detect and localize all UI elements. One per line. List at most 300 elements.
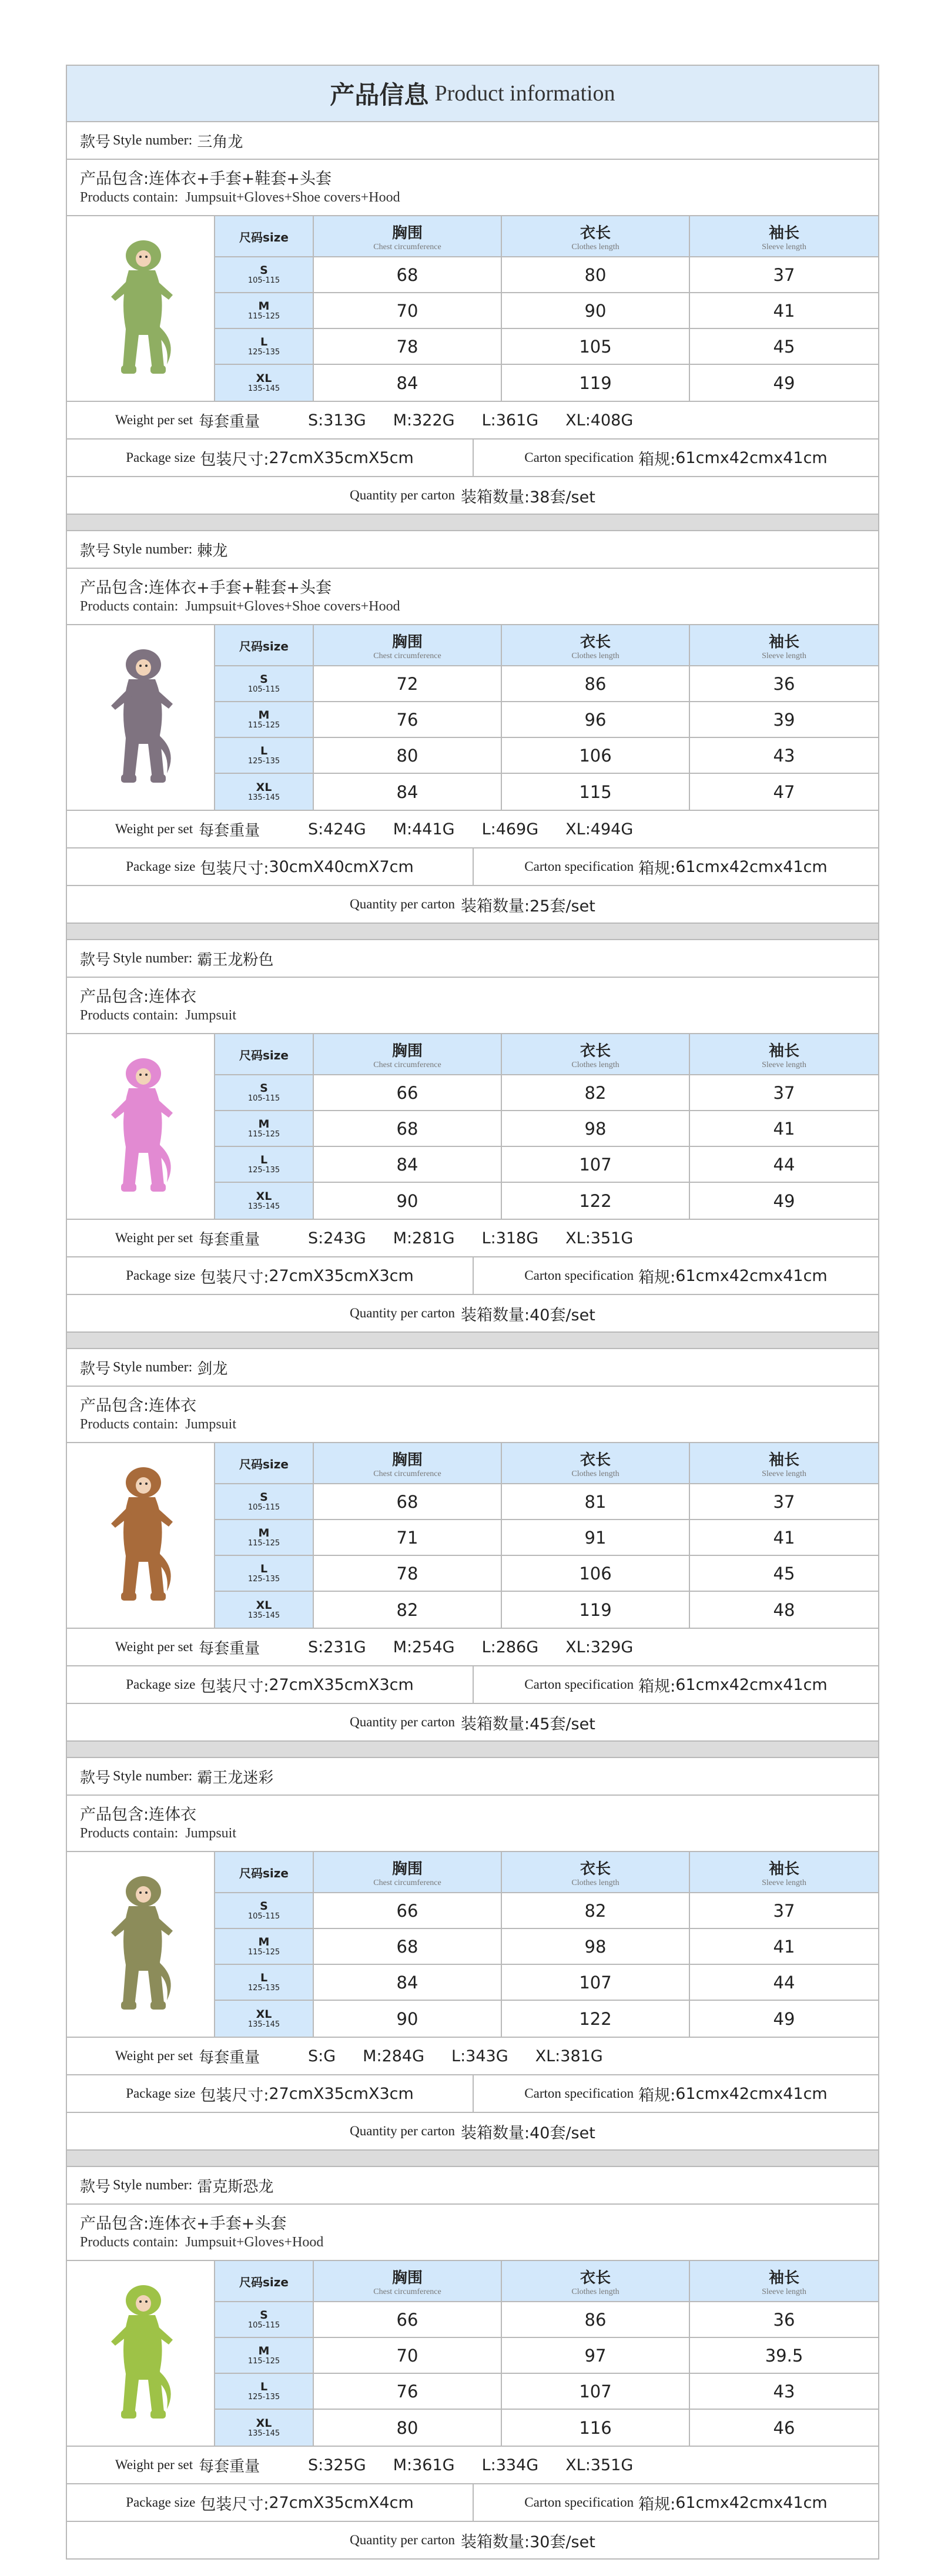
dinosaur-costume-icon — [96, 229, 185, 388]
chest-header-cell — [314, 1443, 502, 1484]
size-range: 135-145 — [247, 1202, 280, 1211]
size-header: 尺码size — [239, 1866, 289, 1880]
length-header-en: Clothes length — [571, 651, 619, 660]
chest-value-cell — [314, 1111, 502, 1147]
package-label-cn: 包装尺寸: — [200, 2495, 269, 2514]
size-header-cell — [215, 1852, 314, 1893]
product-photo — [67, 625, 215, 810]
size-code: S — [260, 672, 268, 686]
weight-value: L:361G — [481, 411, 539, 430]
chest-value-cell — [314, 257, 502, 293]
weight-label-en: Weight per set — [115, 412, 193, 427]
sleeve-value: 41 — [773, 1527, 795, 1548]
sleeve-header-en: Sleeve length — [762, 1469, 806, 1478]
length-header-en: Clothes length — [571, 1469, 619, 1478]
style-value: 剑龙 — [197, 1360, 228, 1378]
weight-row — [67, 811, 878, 848]
package-row — [67, 440, 878, 477]
sleeve-value-cell — [690, 1484, 878, 1520]
style-label-en: Style number: — [113, 1768, 193, 1784]
length-value-cell — [502, 1075, 690, 1111]
size-code: S — [260, 2308, 268, 2322]
sleeve-header-en: Sleeve length — [762, 1060, 806, 1069]
sleeve-value-cell — [690, 1183, 878, 1219]
package-size-cell — [67, 1257, 474, 1294]
contain-value-en: Jumpsuit+Gloves+Shoe covers+Hood — [185, 190, 400, 205]
style-number-row — [67, 531, 878, 569]
sleeve-value-cell — [690, 257, 878, 293]
sleeve-value-cell — [690, 1592, 878, 1628]
size-table — [215, 1443, 878, 1628]
dinosaur-costume-icon — [96, 2274, 185, 2433]
weight-row — [67, 402, 878, 440]
sleeve-header-en: Sleeve length — [762, 242, 806, 251]
size-chart-block — [67, 625, 878, 811]
size-chart-block — [67, 1852, 878, 2038]
chest-value: 72 — [396, 673, 418, 694]
quantity-row — [67, 1704, 878, 1740]
size-code: L — [260, 1971, 268, 1984]
length-header-cell — [502, 2261, 690, 2302]
carton-spec-cell — [474, 2075, 878, 2112]
product-photo — [67, 1852, 215, 2037]
weight-value: S:424G — [308, 820, 366, 838]
length-value: 98 — [584, 1118, 607, 1139]
sleeve-value: 44 — [773, 1154, 795, 1175]
weight-value: S:313G — [308, 411, 366, 430]
package-label-cn: 包装尺寸: — [200, 450, 269, 469]
length-value: 122 — [579, 1190, 612, 1211]
chest-header-cn: 胸围 — [391, 1042, 423, 1060]
package-label-cn: 包装尺寸: — [200, 2086, 269, 2105]
contain-value-en: Jumpsuit+Gloves+Hood — [185, 2235, 324, 2250]
chest-value: 78 — [396, 1563, 418, 1584]
package-row — [67, 2484, 878, 2522]
contain-value-cn: 连体衣 — [149, 988, 197, 1006]
size-range: 105-115 — [247, 1911, 280, 1921]
chest-value: 84 — [396, 1972, 418, 1993]
length-value-cell — [502, 1484, 690, 1520]
length-value-cell — [502, 1965, 690, 2001]
style-label-cn: 款号 — [80, 951, 111, 969]
sleeve-value: 41 — [773, 1118, 795, 1139]
chest-value-cell — [314, 666, 502, 702]
length-value: 98 — [584, 1936, 607, 1957]
product-section — [67, 122, 878, 514]
quantity-row — [67, 477, 878, 514]
style-number-row — [67, 1349, 878, 1387]
contain-value-cn: 连体衣 — [149, 1806, 197, 1824]
weight-label-cn: 每套重量 — [199, 821, 260, 840]
contain-value-cn: 连体衣+手套+头套 — [149, 2215, 287, 2233]
section-separator — [67, 923, 878, 940]
length-value-cell — [502, 329, 690, 365]
sleeve-value-cell — [690, 365, 878, 401]
package-size-cell — [67, 440, 474, 476]
size-header-cell — [215, 216, 314, 257]
size-header: 尺码size — [239, 1048, 289, 1062]
size-cell — [215, 1592, 314, 1628]
length-value-cell — [502, 1183, 690, 1219]
chest-value-cell — [314, 1147, 502, 1183]
size-range: 105-115 — [247, 685, 280, 694]
sleeve-value: 39.5 — [765, 2345, 803, 2366]
carton-label-en: Carton specification — [524, 2086, 634, 2101]
style-value: 霸王龙粉色 — [197, 951, 274, 969]
chest-value: 68 — [396, 1491, 418, 1512]
length-value-cell — [502, 774, 690, 810]
carton-spec-cell — [474, 1666, 878, 1703]
qty-label-en: Quantity per carton — [350, 2124, 455, 2138]
style-label-en: Style number: — [113, 132, 193, 148]
qty-value: 45套/set — [530, 1715, 595, 1733]
length-value: 107 — [579, 2381, 612, 2401]
size-code: XL — [256, 2416, 272, 2430]
carton-value: 61cmx42cmx41cm — [675, 1675, 828, 1694]
weight-value: M:254G — [393, 1638, 455, 1656]
chest-value-cell — [314, 1075, 502, 1111]
length-value-cell — [502, 293, 690, 329]
size-code: M — [258, 2344, 270, 2357]
package-label-en: Package size — [126, 1268, 196, 1283]
style-label-en: Style number: — [113, 1359, 193, 1375]
weight-value: M:281G — [393, 1229, 455, 1247]
carton-spec-cell — [474, 848, 878, 885]
chest-header-en: Chest circumference — [373, 2287, 441, 2296]
style-value: 三角龙 — [197, 133, 243, 151]
size-cell — [215, 257, 314, 293]
carton-label-cn: 箱规: — [638, 1268, 676, 1287]
sleeve-header-cn: 袖长 — [768, 2269, 799, 2287]
chest-value: 76 — [396, 709, 418, 730]
size-header-cell — [215, 1443, 314, 1484]
size-code: L — [260, 2380, 268, 2393]
size-range: 115-125 — [247, 311, 280, 321]
contents-row — [67, 160, 878, 216]
length-value-cell — [502, 1556, 690, 1592]
size-code: M — [258, 1117, 270, 1131]
length-value-cell — [502, 1893, 690, 1929]
sleeve-value-cell — [690, 774, 878, 810]
size-code: M — [258, 1935, 270, 1948]
sleeve-header-cn: 袖长 — [768, 1451, 799, 1469]
weight-value: M:441G — [393, 820, 455, 838]
package-size-cell — [67, 848, 474, 885]
length-value: 97 — [584, 2345, 607, 2366]
qty-label-cn: 装箱数量: — [461, 897, 530, 915]
carton-value: 61cmx42cmx41cm — [675, 448, 828, 467]
sleeve-header-cn: 袖长 — [768, 224, 799, 242]
sleeve-value-cell — [690, 1075, 878, 1111]
size-chart-block — [67, 2261, 878, 2447]
length-header-cell — [502, 625, 690, 666]
chest-value-cell — [314, 1592, 502, 1628]
carton-label-en: Carton specification — [524, 1268, 634, 1283]
weight-values — [308, 2447, 878, 2483]
sleeve-value-cell — [690, 666, 878, 702]
length-value-cell — [502, 1520, 690, 1556]
weight-row — [67, 1629, 878, 1666]
sleeve-value: 37 — [773, 1900, 795, 1921]
contain-label-en: Products contain: — [80, 599, 179, 614]
weight-label-en: Weight per set — [115, 821, 193, 836]
contain-value-cn: 连体衣+手套+鞋套+头套 — [149, 579, 331, 597]
qty-label-cn: 装箱数量: — [461, 2124, 530, 2142]
size-header: 尺码size — [239, 230, 289, 244]
weight-row — [67, 2038, 878, 2075]
sleeve-header-en: Sleeve length — [762, 2287, 806, 2296]
weight-row — [67, 1220, 878, 1257]
sleeve-header-en: Sleeve length — [762, 1878, 806, 1887]
size-code: L — [260, 744, 268, 757]
style-number-row — [67, 1758, 878, 1796]
weight-value: L:286G — [481, 1638, 539, 1656]
length-value: 115 — [579, 781, 612, 802]
size-cell — [215, 2410, 314, 2446]
size-range: 115-125 — [247, 720, 280, 730]
length-value-cell — [502, 365, 690, 401]
chest-value: 80 — [396, 2417, 418, 2438]
length-value-cell — [502, 1592, 690, 1628]
sleeve-value: 44 — [773, 1972, 795, 1993]
chest-header-cn: 胸围 — [391, 1451, 423, 1469]
package-size-cell — [67, 2075, 474, 2112]
size-code: S — [260, 1490, 268, 1504]
length-header-cn: 衣长 — [580, 2269, 611, 2287]
weight-value: S:243G — [308, 1229, 366, 1247]
qty-label-cn: 装箱数量: — [461, 488, 530, 507]
size-cell — [215, 2338, 314, 2374]
size-header: 尺码size — [239, 2275, 289, 2289]
size-range: 115-125 — [247, 1129, 280, 1139]
size-cell — [215, 738, 314, 774]
package-label-cn: 包装尺寸: — [200, 1268, 269, 1287]
carton-label-en: Carton specification — [524, 859, 634, 874]
size-range: 125-135 — [247, 1983, 280, 1993]
size-cell — [215, 1929, 314, 1965]
sleeve-value-cell — [690, 1556, 878, 1592]
carton-spec-cell — [474, 440, 878, 476]
chest-header-en: Chest circumference — [373, 1878, 441, 1887]
size-range: 105-115 — [247, 2320, 280, 2330]
sleeve-value: 36 — [773, 673, 795, 694]
size-range: 135-145 — [247, 384, 280, 393]
chest-header-en: Chest circumference — [373, 651, 441, 660]
carton-label-en: Carton specification — [524, 1677, 634, 1692]
package-value: 27cmX35cmX5cm — [269, 448, 414, 467]
style-label-cn: 款号 — [80, 2178, 111, 2196]
length-header-cell — [502, 1852, 690, 1893]
product-list — [67, 122, 878, 2558]
weight-value: S:G — [308, 2047, 336, 2065]
size-chart-block — [67, 1443, 878, 1629]
contents-row — [67, 1387, 878, 1443]
weight-value: XL:351G — [565, 1229, 634, 1247]
length-header-cn: 衣长 — [580, 633, 611, 651]
sleeve-value: 47 — [773, 781, 795, 802]
contain-value-en: Jumpsuit — [185, 1417, 236, 1432]
length-value-cell — [502, 738, 690, 774]
size-cell — [215, 774, 314, 810]
style-label-cn: 款号 — [80, 133, 111, 151]
sleeve-value: 46 — [773, 2417, 795, 2438]
chest-value: 70 — [396, 300, 418, 321]
length-header-cn: 衣长 — [580, 1451, 611, 1469]
carton-value: 61cmx42cmx41cm — [675, 2084, 828, 2103]
contents-row — [67, 569, 878, 625]
chest-header-cell — [314, 216, 502, 257]
weight-value: L:334G — [481, 2456, 539, 2474]
size-code: L — [260, 1562, 268, 1575]
length-value: 86 — [584, 2309, 607, 2330]
sleeve-header-en: Sleeve length — [762, 651, 806, 660]
size-header: 尺码size — [239, 1457, 289, 1471]
package-label-en: Package size — [126, 1677, 196, 1692]
chest-value: 90 — [396, 1190, 418, 1211]
weight-value: XL:381G — [535, 2047, 603, 2065]
package-label-cn: 包装尺寸: — [200, 859, 269, 878]
sleeve-value: 37 — [773, 1082, 795, 1103]
sleeve-value: 36 — [773, 2309, 795, 2330]
chest-header-en: Chest circumference — [373, 1060, 441, 1069]
weight-label-cn: 每套重量 — [199, 2457, 260, 2476]
contain-label-cn: 产品包含: — [80, 1806, 149, 1824]
size-range: 125-135 — [247, 1165, 280, 1175]
chest-header-cn: 胸围 — [391, 2269, 423, 2287]
length-header-cell — [502, 1443, 690, 1484]
title-cn: 产品信息 — [330, 80, 429, 109]
sleeve-value: 49 — [773, 2008, 795, 2029]
chest-header-cell — [314, 1034, 502, 1075]
sleeve-value-cell — [690, 2410, 878, 2446]
size-code: S — [260, 1899, 268, 1913]
chest-header-en: Chest circumference — [373, 1469, 441, 1478]
weight-value: L:469G — [481, 820, 539, 838]
length-value: 116 — [579, 2417, 612, 2438]
size-code: L — [260, 1153, 268, 1166]
weight-value: XL:351G — [565, 2456, 634, 2474]
size-range: 135-145 — [247, 793, 280, 802]
carton-label-cn: 箱规: — [638, 450, 676, 469]
package-label-en: Package size — [126, 450, 196, 465]
chest-value-cell — [314, 2001, 502, 2037]
chest-value-cell — [314, 293, 502, 329]
sleeve-value-cell — [690, 738, 878, 774]
sleeve-header-cn: 袖长 — [768, 633, 799, 651]
chest-value-cell — [314, 329, 502, 365]
contain-label-en: Products contain: — [80, 1008, 179, 1023]
chest-value: 68 — [396, 1936, 418, 1957]
length-value-cell — [502, 666, 690, 702]
title-en: Product information — [434, 81, 615, 106]
size-code: XL — [256, 780, 272, 794]
style-number-row — [67, 940, 878, 978]
qty-value: 25套/set — [530, 897, 595, 915]
sleeve-value-cell — [690, 329, 878, 365]
carton-value: 61cmx42cmx41cm — [675, 857, 828, 876]
length-value: 105 — [579, 336, 612, 357]
quantity-row — [67, 886, 878, 923]
size-range: 105-115 — [247, 1094, 280, 1103]
carton-label-cn: 箱规: — [638, 2495, 676, 2514]
chest-header-cell — [314, 1852, 502, 1893]
length-value: 122 — [579, 2008, 612, 2029]
sleeve-value: 49 — [773, 1190, 795, 1211]
size-header-cell — [215, 625, 314, 666]
sleeve-header-cell — [690, 216, 878, 257]
length-value: 90 — [584, 300, 607, 321]
chest-value: 66 — [396, 2309, 418, 2330]
contain-label-cn: 产品包含: — [80, 579, 149, 597]
package-value: 27cmX35cmX4cm — [269, 2493, 414, 2512]
size-cell — [215, 1556, 314, 1592]
dinosaur-costume-icon — [96, 1047, 185, 1206]
chest-value-cell — [314, 738, 502, 774]
weight-label-cn: 每套重量 — [199, 1639, 260, 1658]
sleeve-header-cell — [690, 1034, 878, 1075]
chest-value-cell — [314, 1520, 502, 1556]
product-photo — [67, 216, 215, 401]
length-value: 106 — [579, 1563, 612, 1584]
chest-value: 84 — [396, 781, 418, 802]
style-label-en: Style number: — [113, 2177, 193, 2193]
size-code: S — [260, 1081, 268, 1095]
contain-label-cn: 产品包含: — [80, 170, 149, 188]
weight-values — [308, 1629, 878, 1665]
contain-value-en: Jumpsuit+Gloves+Shoe covers+Hood — [185, 599, 400, 614]
length-header-en: Clothes length — [571, 242, 619, 251]
sleeve-value: 39 — [773, 709, 795, 730]
weight-values — [308, 811, 878, 847]
chest-header-en: Chest circumference — [373, 242, 441, 251]
quantity-row — [67, 1295, 878, 1331]
size-cell — [215, 1075, 314, 1111]
qty-label-en: Quantity per carton — [350, 1306, 455, 1320]
size-range: 125-135 — [247, 1574, 280, 1584]
chest-value: 80 — [396, 745, 418, 766]
size-cell — [215, 329, 314, 365]
qty-label-en: Quantity per carton — [350, 1715, 455, 1729]
weight-values — [308, 2038, 878, 2074]
length-header-cell — [502, 1034, 690, 1075]
weight-value: XL:329G — [565, 1638, 634, 1656]
size-table — [215, 1852, 878, 2037]
chest-value: 66 — [396, 1082, 418, 1103]
size-range: 125-135 — [247, 756, 280, 766]
size-range: 125-135 — [247, 2392, 280, 2401]
length-value-cell — [502, 257, 690, 293]
chest-value: 70 — [396, 2345, 418, 2366]
size-code: M — [258, 299, 270, 313]
size-range: 135-145 — [247, 1611, 280, 1620]
sleeve-value-cell — [690, 1893, 878, 1929]
package-row — [67, 848, 878, 886]
weight-value: S:231G — [308, 1638, 366, 1656]
size-cell — [215, 702, 314, 738]
qty-value: 38套/set — [530, 488, 595, 507]
length-value-cell — [502, 2302, 690, 2338]
length-header-en: Clothes length — [571, 1060, 619, 1069]
section-separator — [67, 1331, 878, 1349]
size-table — [215, 625, 878, 810]
size-cell — [215, 365, 314, 401]
chest-header-cell — [314, 625, 502, 666]
chest-value-cell — [314, 2338, 502, 2374]
style-label-cn: 款号 — [80, 1360, 111, 1378]
chest-value-cell — [314, 1556, 502, 1592]
qty-label-cn: 装箱数量: — [461, 1306, 530, 1324]
weight-label-cn: 每套重量 — [199, 1230, 260, 1249]
